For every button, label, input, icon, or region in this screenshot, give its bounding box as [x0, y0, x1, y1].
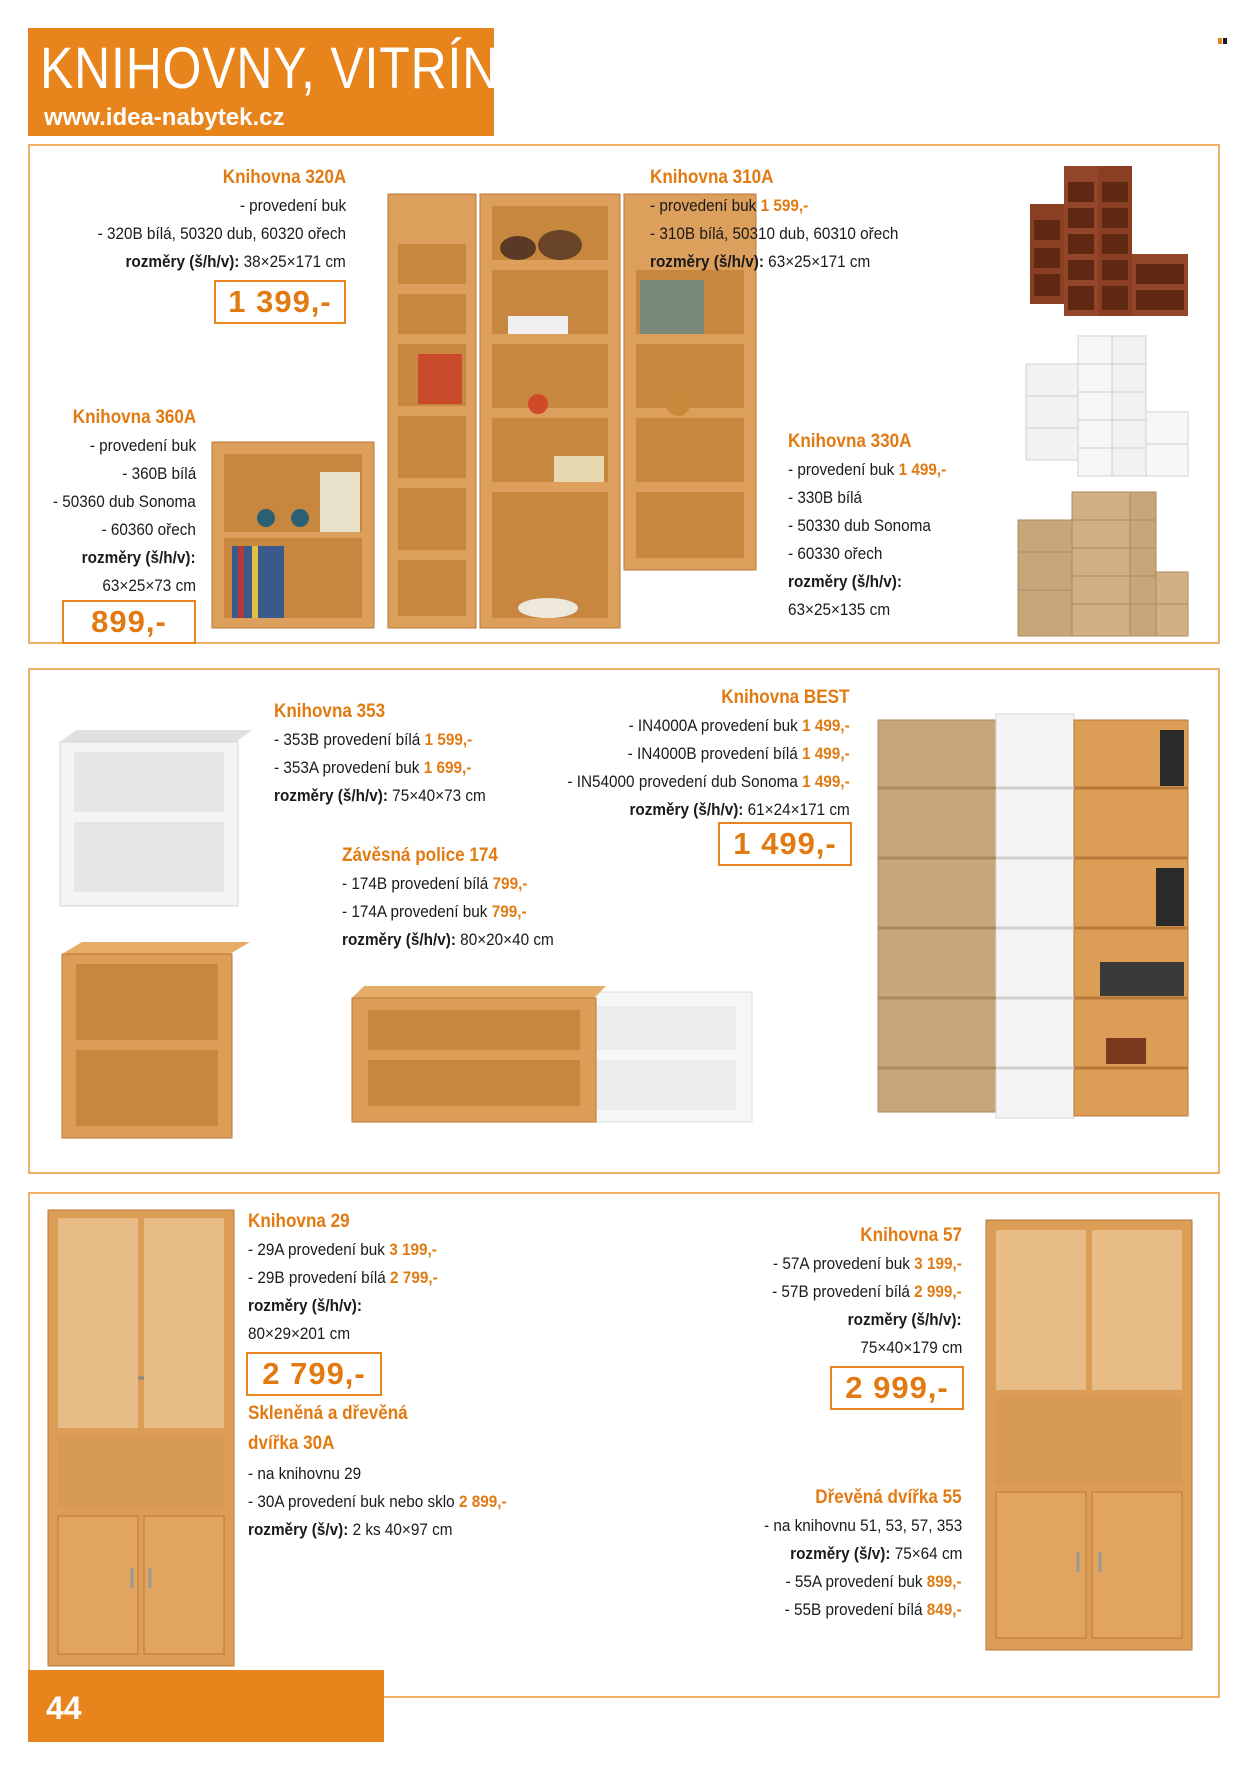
product-dimensions: rozměry (š/h/v): 38×25×171 cm	[125, 252, 346, 271]
product-dimensions-value: 80×29×201 cm	[248, 1324, 351, 1343]
product-line: - 353B provedení bílá 1 599,-	[274, 730, 473, 749]
product-line: - 50330 dub Sonoma	[788, 516, 931, 535]
product-title-360a: Knihovna 360A	[72, 407, 196, 428]
website-link[interactable]: www.idea-nabytek.cz	[44, 104, 285, 131]
product-line: - 60330 ořech	[788, 544, 883, 563]
bookcase-set-white-image	[1024, 334, 1190, 484]
price-box-360a: 899,-	[62, 600, 196, 644]
product-title-330a: Knihovna 330A	[788, 431, 912, 452]
bookcase-set-walnut-image	[1030, 164, 1190, 324]
product-dimensions-label: rozměry (š/h/v):	[788, 572, 902, 591]
product-line: - IN54000 provedení dub Sonoma 1 499,-	[567, 772, 850, 791]
product-line: - 55B provedení bílá 849,-	[785, 1600, 962, 1619]
bookcase-29-image	[44, 1208, 236, 1668]
product-line: - 310B bílá, 50310 dub, 60310 ořech	[650, 224, 899, 243]
price-box-29: 2 799,-	[246, 1352, 382, 1396]
bookcase-57-image	[982, 1218, 1194, 1652]
product-line: - 360B bílá	[121, 464, 196, 483]
product-dimensions-value: 63×25×73 cm	[102, 576, 196, 595]
product-title-55: Dřevěná dvířka 55	[815, 1487, 962, 1508]
product-dimensions-label: rozměry (š/h/v):	[248, 1296, 362, 1315]
product-title-57: Knihovna 57	[860, 1225, 962, 1246]
product-line: - 174A provedení buk 799,-	[342, 902, 527, 921]
brand-mark-icon	[1218, 38, 1228, 44]
price-box-best: 1 499,-	[718, 822, 852, 866]
product-line: - 29B provedení bílá 2 799,-	[248, 1268, 438, 1287]
product-line: - 353A provedení buk 1 699,-	[274, 758, 472, 777]
product-line: - 320B bílá, 50320 dub, 60320 ořech	[97, 224, 346, 243]
product-dimensions: rozměry (š/v): 2 ks 40×97 cm	[248, 1520, 453, 1539]
product-line: - IN4000B provedení bílá 1 499,-	[627, 744, 850, 763]
product-dimensions: rozměry (š/h/v): 63×25×171 cm	[650, 252, 871, 271]
bookcase-set-oak-image	[1016, 490, 1190, 640]
product-dimensions-label: rozměry (š/h/v):	[848, 1310, 962, 1329]
product-line: - 330B bílá	[788, 488, 863, 507]
product-dimensions-value: 75×40×179 cm	[859, 1338, 962, 1357]
page-number: 44	[46, 1690, 82, 1726]
bookcase-353-beech-image	[60, 940, 250, 1140]
product-line: - 57B provedení bílá 2 999,-	[772, 1282, 962, 1301]
price-box-320a: 1 399,-	[214, 280, 346, 324]
product-line: - IN4000A provedení buk 1 499,-	[628, 716, 850, 735]
product-line: - 174B provedení bílá 799,-	[342, 874, 528, 893]
product-line: - 57A provedení buk 3 199,-	[773, 1254, 962, 1273]
product-dimensions-label: rozměry (š/h/v):	[82, 548, 196, 567]
price-box-57: 2 999,-	[830, 1366, 964, 1410]
bookcase-353-white-image	[56, 728, 252, 908]
product-title-353: Knihovna 353	[274, 701, 386, 722]
product-title-320a: Knihovna 320A	[222, 167, 346, 188]
product-line: - provedení buk 1 599,-	[650, 196, 809, 215]
product-title-310a: Knihovna 310A	[650, 167, 774, 188]
page-title: KNIHOVNY, VITRÍNY	[40, 36, 534, 101]
product-line: - 60360 ořech	[101, 520, 196, 539]
bookcase-best-image	[876, 708, 1194, 1130]
product-line: - provedení buk	[239, 196, 346, 215]
product-line: - 30A provedení buk nebo sklo 2 899,-	[248, 1492, 507, 1511]
wall-shelf-174-image	[350, 984, 756, 1134]
product-dimensions: rozměry (š/h/v): 80×20×40 cm	[342, 930, 554, 949]
product-line: - provedení buk	[89, 436, 196, 455]
product-title-30a: Skleněná a dřevěná	[248, 1403, 408, 1424]
product-title-30a-line2: dvířka 30A	[248, 1433, 335, 1454]
product-dimensions: rozměry (š/h/v): 75×40×73 cm	[274, 786, 486, 805]
product-line: - na knihovnu 51, 53, 57, 353	[763, 1516, 962, 1535]
product-line: - na knihovnu 29	[248, 1464, 362, 1483]
product-dimensions: rozměry (š/h/v): 61×24×171 cm	[629, 800, 850, 819]
product-line: - 29A provedení buk 3 199,-	[248, 1240, 437, 1259]
product-title-174: Závěsná police 174	[342, 845, 498, 866]
product-line: - provedení buk 1 499,-	[788, 460, 947, 479]
product-dimensions-value: 63×25×135 cm	[788, 600, 891, 619]
product-title-29: Knihovna 29	[248, 1211, 350, 1232]
product-dimensions: rozměry (š/v): 75×64 cm	[789, 1544, 962, 1563]
product-line: - 50360 dub Sonoma	[53, 492, 196, 511]
product-line: - 55A provedení buk 899,-	[785, 1572, 962, 1591]
product-title-best: Knihovna BEST	[721, 687, 850, 708]
